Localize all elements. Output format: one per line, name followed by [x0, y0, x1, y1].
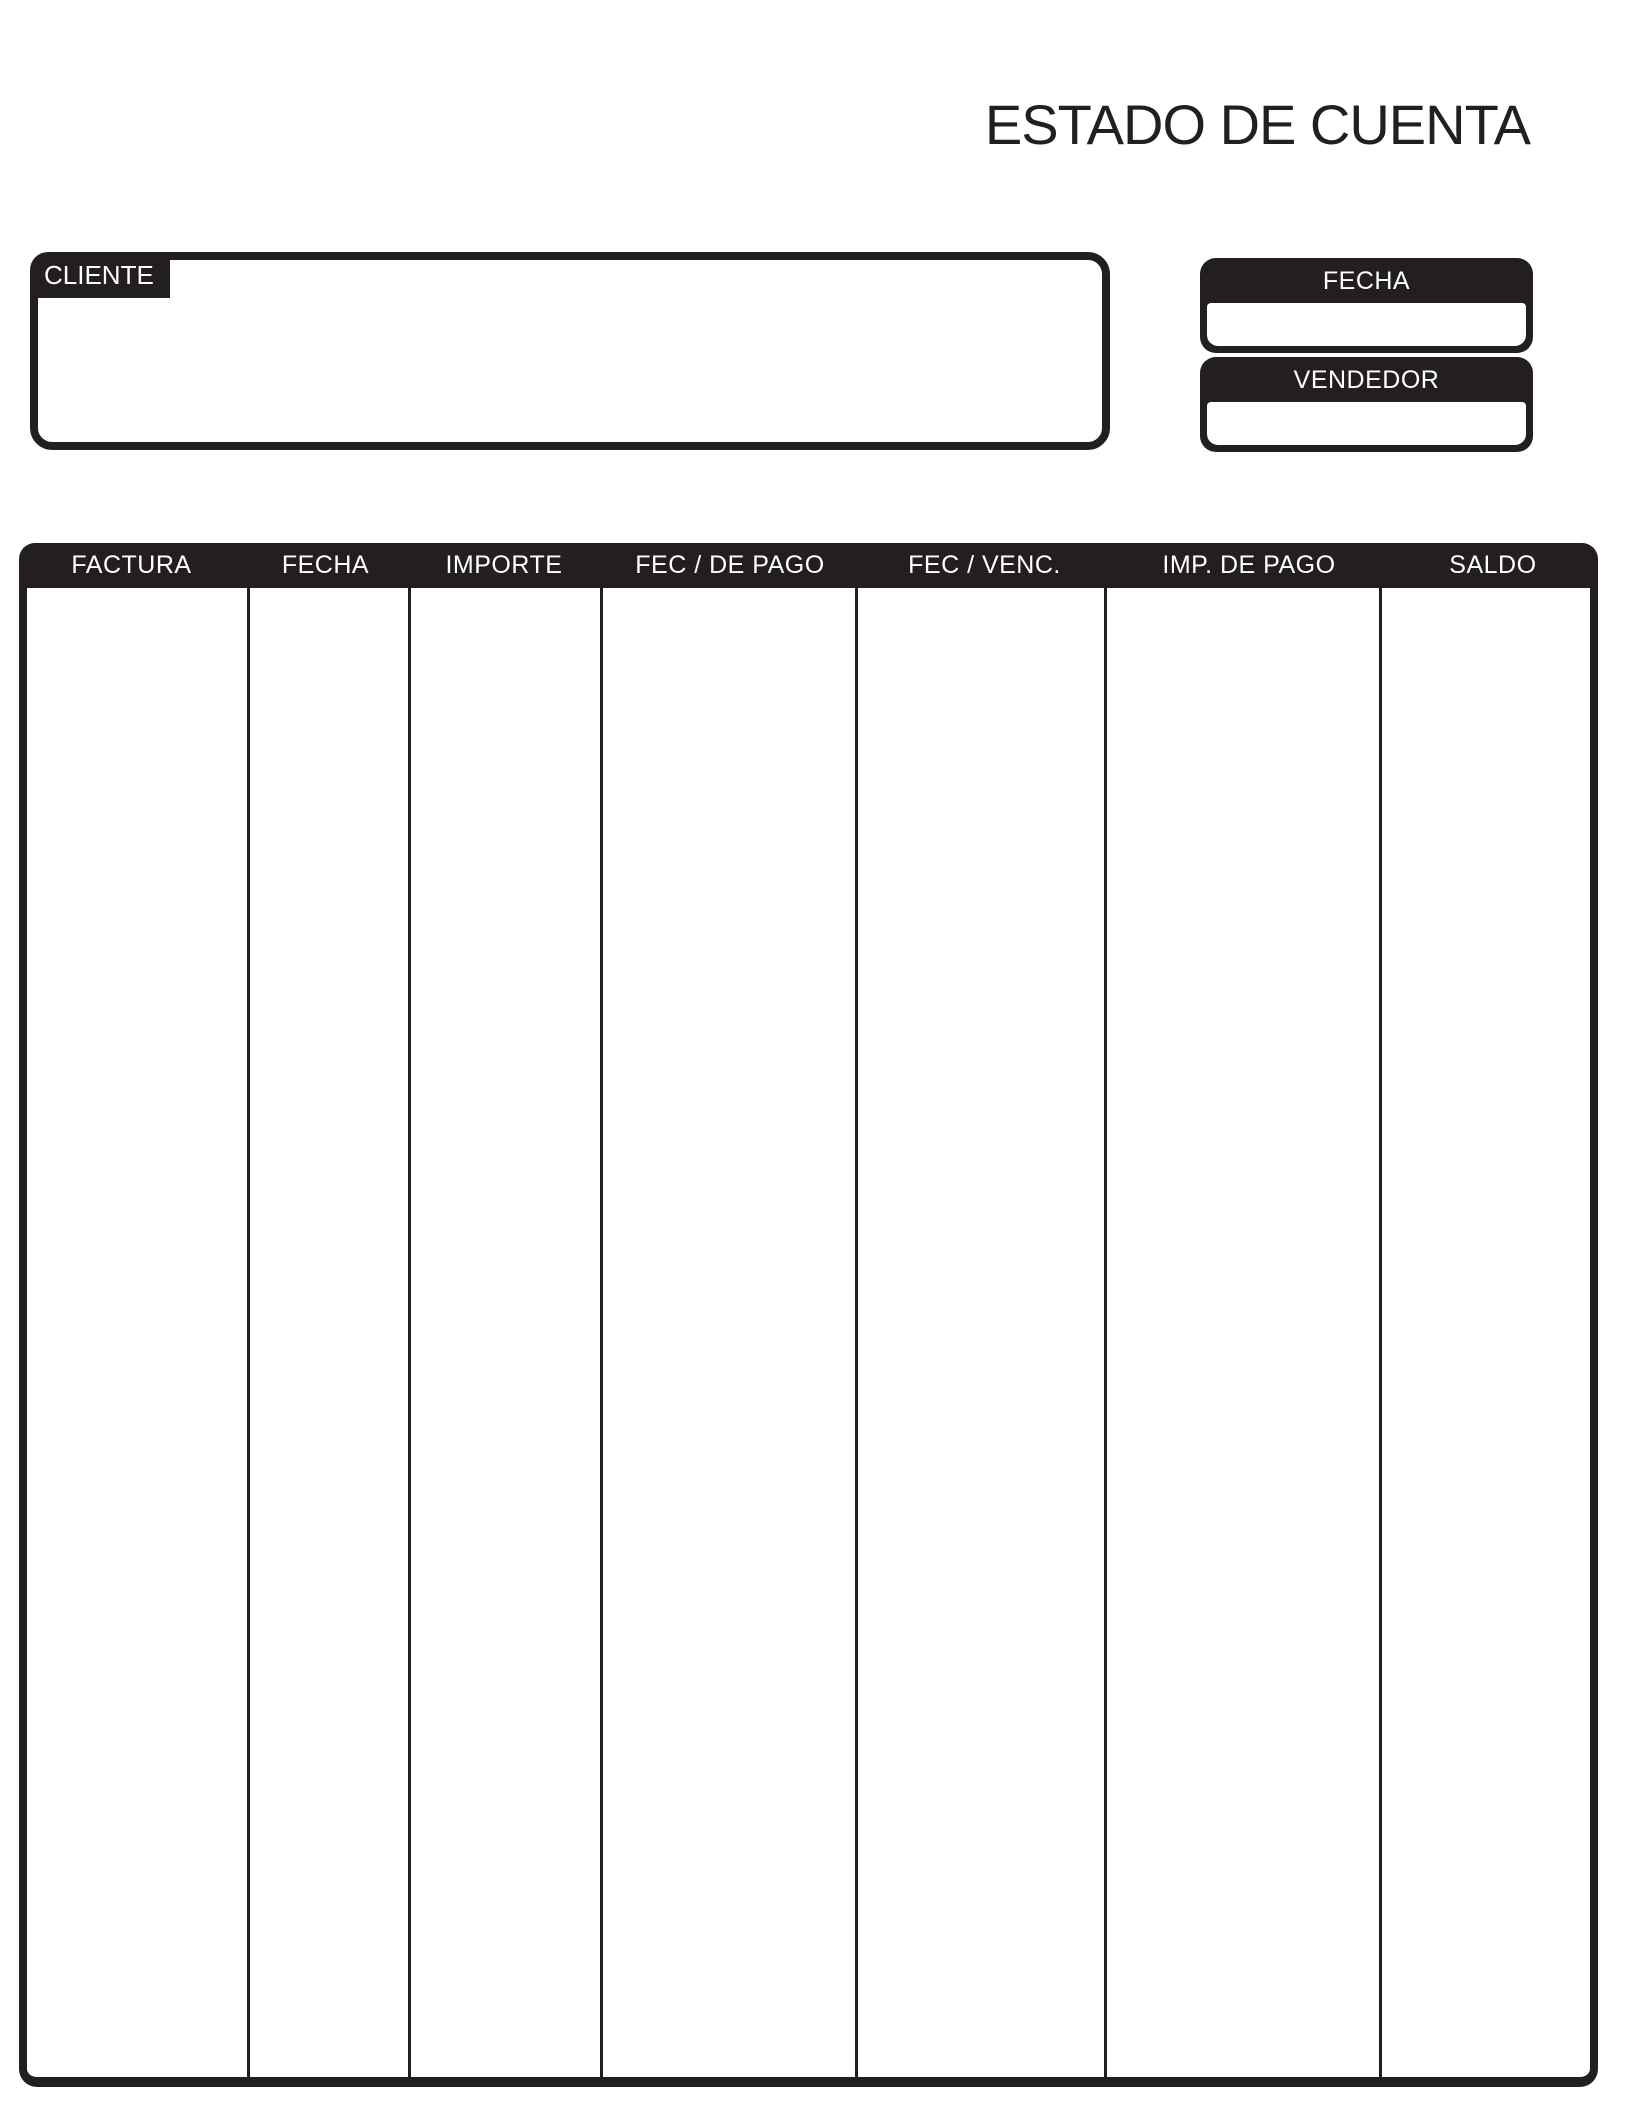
- date-box: [1200, 258, 1533, 353]
- table-column-imp-de-pago-cells[interactable]: [1107, 588, 1382, 2077]
- table-column-fec-de-pago-cells[interactable]: [603, 588, 858, 2077]
- date-value-field[interactable]: [1207, 303, 1526, 346]
- table-header-row: [19, 543, 1598, 588]
- column-header-importe: IMPORTE: [445, 551, 563, 579]
- table-column-factura-cells[interactable]: [27, 588, 250, 2077]
- table-column-fecha-cells[interactable]: [250, 588, 411, 2077]
- column-header-fec-venc: FEC / VENC.: [908, 551, 1061, 579]
- table-column-saldo-cells[interactable]: [1382, 588, 1590, 2077]
- page-title: ESTADO DE CUENTA: [984, 93, 1530, 156]
- column-header-factura: FACTURA: [71, 551, 192, 579]
- table-column-fec-venc-cells[interactable]: [858, 588, 1107, 2077]
- seller-value-field[interactable]: [1207, 402, 1526, 445]
- client-value-field[interactable]: [48, 304, 1092, 436]
- column-header-fecha: FECHA: [281, 551, 370, 579]
- table-body: [19, 588, 1598, 2087]
- column-header-imp-de-pago: IMP. DE PAGO: [1162, 551, 1336, 579]
- client-label: CLIENTE: [30, 252, 170, 298]
- column-header-saldo: SALDO: [1449, 551, 1537, 579]
- seller-box: [1200, 357, 1533, 452]
- seller-label: VENDEDOR: [1293, 366, 1440, 394]
- client-box: [30, 252, 1110, 450]
- column-header-fec-de-pago: FEC / DE PAGO: [635, 551, 825, 579]
- statement-table: [19, 543, 1598, 2087]
- date-label: FECHA: [1322, 267, 1411, 295]
- table-column-importe-cells[interactable]: [411, 588, 603, 2077]
